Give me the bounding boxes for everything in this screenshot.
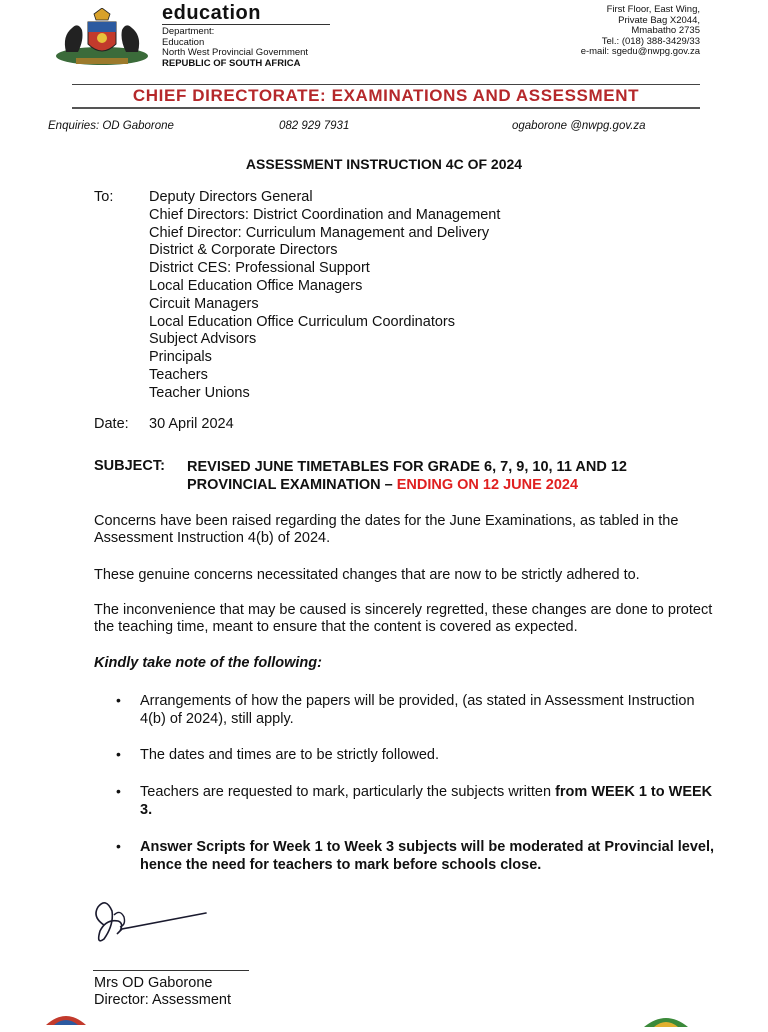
recipient-item: Subject Advisors [149, 331, 257, 348]
department-title: education [162, 2, 261, 24]
recipient-item: Principals [149, 349, 212, 366]
department-line: North West Provincial Government [162, 47, 309, 58]
department-line: Department: [162, 26, 215, 37]
paragraph: The inconvenience that may be caused is sincerely regretted, these changes are done to protect the teaching time, meant to ensure that the content is covered as expected. [94, 602, 713, 635]
handwritten-signature [90, 895, 210, 950]
bullet-text-bold: from WEEK 1 to WEEK 3. [140, 784, 713, 818]
subject-label: SUBJECT: [94, 458, 165, 474]
recipient-item: Chief Directors: District Coordination and Management [149, 206, 501, 223]
paragraph: Concerns have been raised regarding the dates for the June Examinations, as tabled in the Assessment Instruction 4(b) of 2024. [94, 513, 679, 546]
to-label: To: [94, 189, 114, 205]
directorate-heading: CHIEF DIRECTORATE: EXAMINATIONS AND ASSESSMENT [132, 86, 640, 105]
address-line: Private Bag X2044, [618, 14, 700, 26]
bullet-icon: • [116, 783, 121, 799]
note-heading: Kindly take note of the following: [94, 655, 322, 671]
subject-line-1: REVISED JUNE TIMETABLES FOR GRADE 6, 7, 9, 10, 11 AND 12 [187, 459, 627, 475]
signer-title: Director: Assessment [94, 992, 231, 1008]
department-line: Education [162, 36, 205, 48]
footer-logo-right-icon [640, 1014, 692, 1024]
address-line: Mmabatho 2735 [631, 25, 700, 36]
bullet-item [140, 783, 715, 819]
document-title: ASSESSMENT INSTRUCTION 4C OF 2024 [245, 156, 523, 172]
enquiries: Enquiries: OD Gaborone [48, 120, 174, 132]
bullet-icon: • [116, 692, 121, 708]
recipient-item: District CES: Professional Support [149, 260, 370, 277]
signer-name: Mrs OD Gaborone [94, 975, 213, 991]
recipient-item: Local Education Office Managers [149, 277, 363, 294]
subject-highlight: ENDING ON 12 JUNE 2024 [396, 477, 579, 493]
recipient-item: Deputy Directors General [149, 189, 313, 205]
department-lines [162, 27, 308, 69]
enquiries-email: ogaborone @nwpg.gov.za [512, 120, 646, 132]
address-line: First Floor, East Wing, [606, 4, 700, 15]
address-line: e-mail: sgedu@nwpg.gov.za [580, 46, 700, 57]
bullet-item: The dates and times are to be strictly followed. [140, 747, 440, 763]
address-line: Tel.: (018) 388-3429/33 [601, 35, 700, 47]
recipient-list [149, 189, 500, 403]
bullet-item: Answer Scripts for Week 1 to Week 3 subjects will be moderated at Provincial level, hence the need for teachers to mark before schools close. [140, 839, 715, 873]
paragraph: These genuine concerns necessitated changes that are now to be strictly adhered to. [94, 567, 640, 583]
enquiries-phone: 082 929 7931 [279, 120, 350, 132]
date-label: Date: [94, 416, 129, 432]
signature-rule [93, 970, 249, 971]
recipient-item: Chief Director: Curriculum Management and Delivery [149, 224, 490, 241]
bullet-item: Arrangements of how the papers will be provided, (as stated in Assessment Instruction 4(b) of 2024), still apply. [140, 693, 695, 727]
recipient-item: Teachers [149, 366, 208, 383]
coat-of-arms-icon [52, 8, 152, 68]
subject-line-2 [187, 476, 627, 494]
directorate-rule-bottom [72, 107, 700, 109]
subject-text [187, 458, 627, 494]
recipient-item: Teacher Unions [149, 384, 250, 401]
subject-line-2-text: PROVINCIAL EXAMINATION – [187, 477, 397, 493]
address-block [581, 5, 700, 58]
date-value: 30 April 2024 [149, 416, 234, 432]
department-line: REPUBLIC OF SOUTH AFRICA [162, 57, 301, 69]
recipient-item: Circuit Managers [149, 295, 259, 312]
bullet-icon: • [116, 838, 121, 854]
directorate-rule-top [72, 84, 700, 85]
department-title-rule [162, 24, 330, 25]
recipient-item: District & Corporate Directors [149, 242, 338, 259]
signer-block [94, 975, 231, 1009]
bullet-icon: • [116, 746, 121, 762]
recipient-item: Local Education Office Curriculum Coordinators [149, 313, 455, 330]
footer-logo-left-icon [40, 1012, 92, 1024]
bullet-text-plain: Teachers are requested to mark, particularly the subjects written [140, 784, 556, 800]
